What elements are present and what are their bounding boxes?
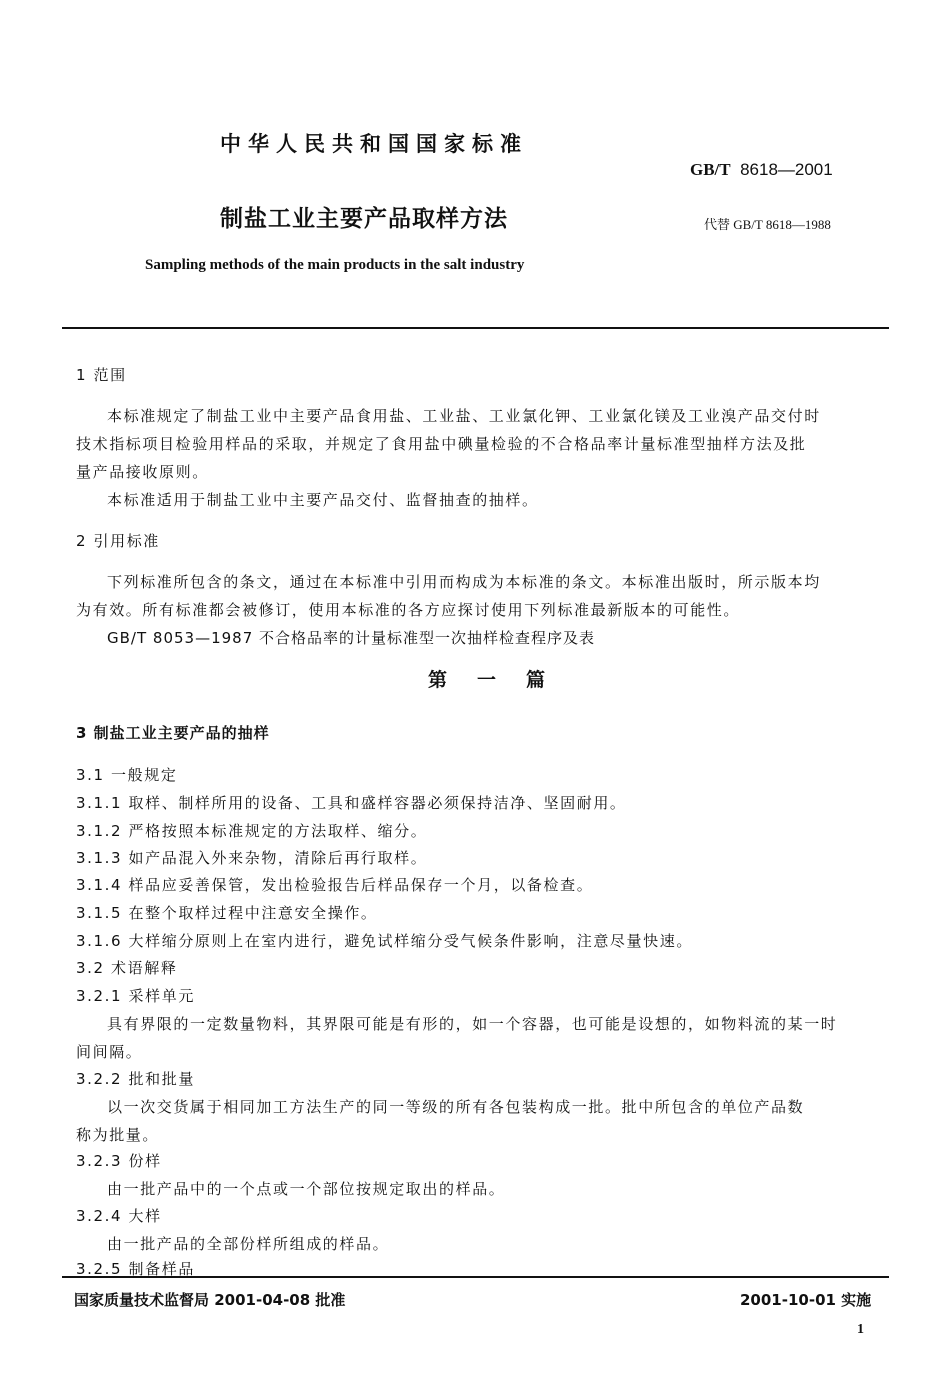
clause-3-2-2-text-line-2: 称为批量。 — [76, 1126, 160, 1144]
clause-3-2-1-text-line-1: 具有界限的一定数量物料，其界限可能是有形的，如一个容器，也可能是设想的，如物料流的某一时 — [107, 1015, 838, 1033]
part-heading-char-1: 第 — [428, 669, 448, 691]
standard-code — [690, 160, 833, 180]
clause-3-2-2-text-line-1: 以一次交货属于相同加工方法生产的同一等级的所有各包装构成一批。批中所包含的单位产品数 — [107, 1098, 805, 1116]
clause-3-2-3-text: 由一批产品中的一个点或一个部位按规定取出的样品。 — [107, 1180, 506, 1198]
section-2-heading: 2 引用标准 — [76, 532, 160, 550]
section-1-paragraph-1-line-2: 技术指标项目检验用样品的采取，并规定了食用盐中碘量检验的不合格品率计量标准型抽样方法及批 — [76, 435, 807, 453]
standard-title: 中华人民共和国国家标准 — [220, 132, 528, 156]
section-2-reference: GB/T 8053—1987 不合格品率的计量标准型一次抽样检查程序及表 — [107, 629, 596, 647]
clause-3-1-1: 3.1.1 取样、制样所用的设备、工具和盛样容器必须保持洁净、坚固耐用。 — [76, 794, 627, 812]
part-heading-char-2: 一 — [477, 669, 497, 691]
section-2-paragraph-line-2: 为有效。所有标准都会被修订，使用本标准的各方应探讨使用下列标准最新版本的可能性。 — [76, 601, 741, 619]
section-3-heading: 3 制盐工业主要产品的抽样 — [76, 724, 270, 742]
part-heading-char-3: 篇 — [526, 669, 546, 691]
section-1-paragraph-1-line-1: 本标准规定了制盐工业中主要产品食用盐、工业盐、工业氯化钾、工业氯化镁及工业溴产品交付时 — [107, 407, 821, 425]
replaces-note: 代替 GB/T 8618—1988 — [704, 217, 831, 232]
header-rule — [62, 327, 889, 329]
clause-3-1-4: 3.1.4 样品应妥善保管，发出检验报告后样品保存一个月，以备检查。 — [76, 876, 594, 894]
clause-3-2-1: 3.2.1 采样单元 — [76, 987, 195, 1005]
approval-note: 国家质量技术监督局 2001-04-08 批准 — [74, 1291, 346, 1309]
clause-3-1: 3.1 一般规定 — [76, 766, 178, 784]
footer-rule — [62, 1276, 889, 1278]
clause-3-2-3: 3.2.3 份样 — [76, 1152, 162, 1170]
clause-3-1-3: 3.1.3 如产品混入外来杂物，清除后再行取样。 — [76, 849, 428, 867]
clause-3-2: 3.2 术语解释 — [76, 959, 178, 977]
section-1-heading: 1 范围 — [76, 366, 127, 384]
clause-3-1-6: 3.1.6 大样缩分原则上在室内进行，避免试样缩分受气候条件影响，注意尽量快速。 — [76, 932, 693, 950]
document-title: 制盐工业主要产品取样方法 — [220, 206, 508, 232]
part-heading — [428, 665, 575, 692]
clause-3-2-5: 3.2.5 制备样品 — [76, 1260, 195, 1278]
clause-3-2-4: 3.2.4 大样 — [76, 1207, 162, 1225]
implementation-date: 2001-10-01 实施 — [740, 1291, 872, 1309]
clause-3-2-2: 3.2.2 批和批量 — [76, 1070, 195, 1088]
page-number: 1 — [857, 1322, 864, 1337]
clause-3-2-1-text-line-2: 间间隔。 — [76, 1043, 143, 1061]
standard-code-prefix: GB/T — [690, 160, 731, 179]
section-1-paragraph-2: 本标准适用于制盐工业中主要产品交付、监督抽查的抽样。 — [107, 491, 539, 509]
clause-3-2-4-text: 由一批产品的全部份样所组成的样品。 — [107, 1235, 390, 1253]
english-title: Sampling methods of the main products in the salt industry — [145, 257, 525, 273]
section-1-paragraph-1-line-3: 量产品接收原则。 — [76, 463, 209, 481]
clause-3-1-5: 3.1.5 在整个取样过程中注意安全操作。 — [76, 904, 378, 922]
standard-code-number: 8618—2001 — [740, 160, 833, 179]
clause-3-1-2: 3.1.2 严格按照本标准规定的方法取样、缩分。 — [76, 822, 428, 840]
section-2-paragraph-line-1: 下列标准所包含的条文，通过在本标准中引用而构成为本标准的条文。本标准出版时，所示版本均 — [107, 573, 821, 591]
